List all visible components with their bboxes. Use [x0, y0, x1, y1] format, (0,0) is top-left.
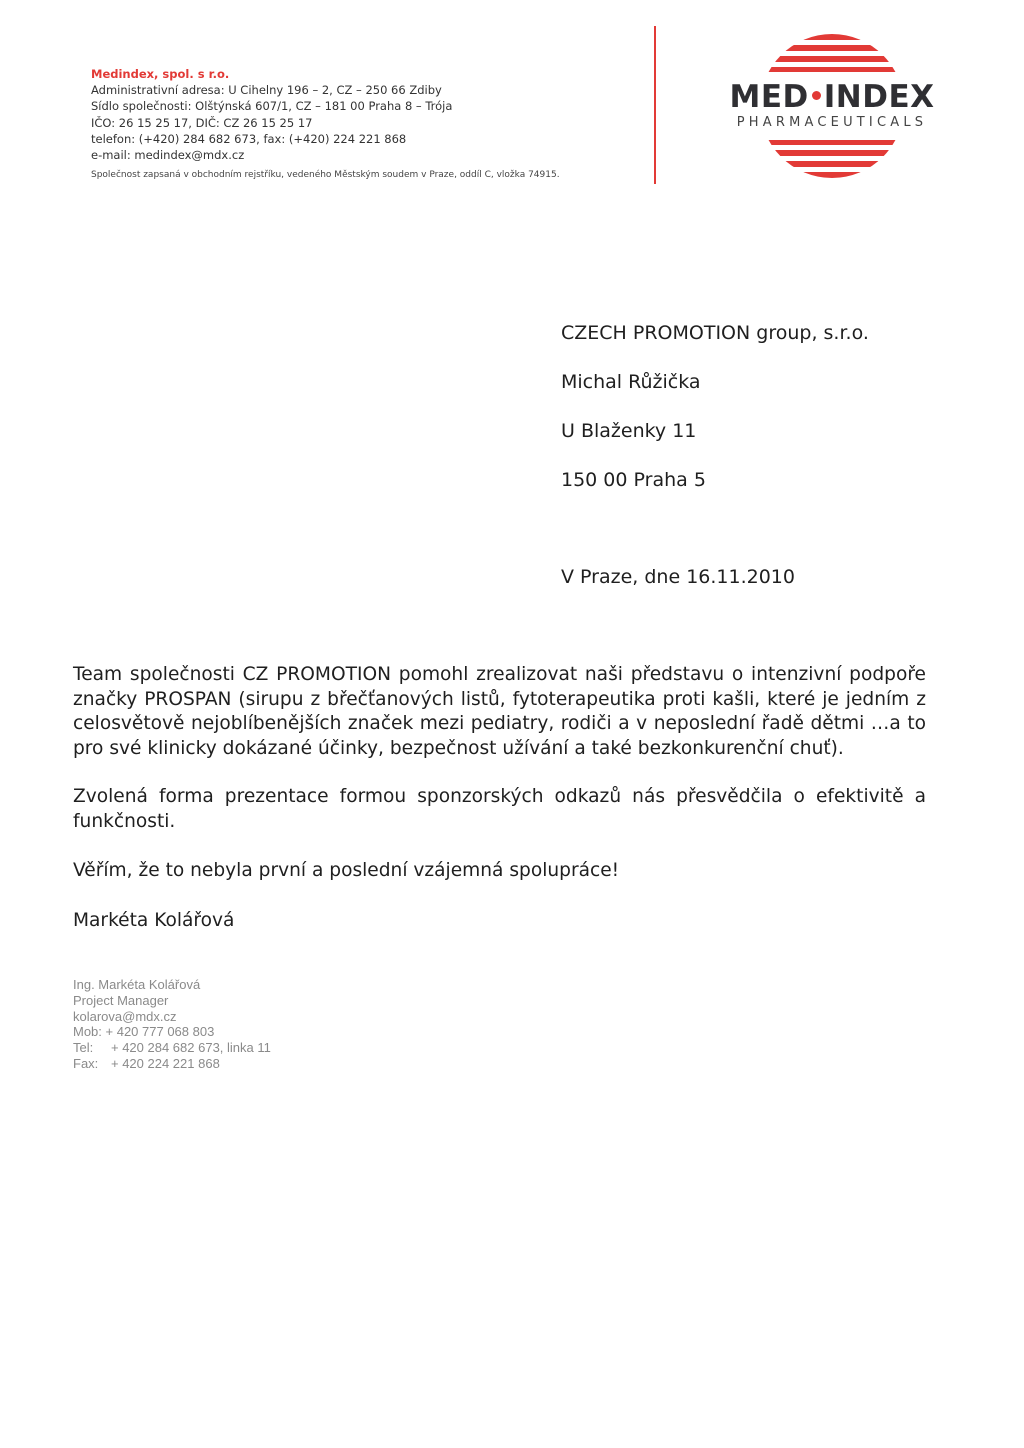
admin-address: Administrativní adresa: U Cihelny 196 – 2, CZ – 250 66 Zdiby — [91, 83, 442, 98]
tel-label: Tel: — [73, 1040, 94, 1056]
signature-title: Project Manager — [73, 992, 169, 1008]
signature-tel — [73, 1040, 271, 1056]
body-paragraph-1: Team společnosti CZ PROMOTION pomohl zrealizovat naši představu o intenzivní podpoře značky PROSPAN (sirupu z břečťanových listů, fytoterapeutika proti kašli, které je jedním z celosvětově nejoblíbenějších značek mezi pediatry, rodiči a v neposlední řadě dětmi …a to pro své klinicky dokázané účinky, bezpečnost užívání a také bezkonkurenční chuť). — [73, 664, 926, 759]
closing-name: Markéta Kolářová — [73, 910, 235, 931]
logo-wordmark — [712, 80, 952, 131]
signature-fax — [73, 1056, 271, 1072]
company-phone: telefon: (+420) 284 682 673, fax: (+420) 224 221 868 — [91, 131, 407, 146]
tel-value: + 420 284 682 673, linka 11 — [111, 1040, 271, 1056]
recipient-address — [561, 320, 869, 516]
recipient-person: Michal Růžička — [561, 371, 701, 393]
company-email: e-mail: medindex@mdx.cz — [91, 148, 245, 163]
header-divider — [654, 26, 656, 184]
body-paragraph-2: Zvolená forma prezentace formou sponzorských odkazů nás přesvědčila o efektivitě a funkčnosti. — [73, 786, 926, 832]
company-ids: IČO: 26 15 25 17, DIČ: CZ 26 15 25 17 — [91, 115, 313, 130]
logo-med: MED — [729, 79, 809, 115]
recipient-street: U Blaženky 11 — [561, 420, 697, 442]
signature-mobile: Mob: + 420 777 068 803 — [73, 1024, 215, 1040]
signature-name: Ing. Markéta Kolářová — [73, 977, 201, 992]
letter-body — [73, 663, 926, 907]
company-name: Medindex, spol. s r.o. — [91, 67, 230, 81]
recipient-company: CZECH PROMOTION group, s.r.o. — [561, 322, 869, 344]
letter-date: V Praze, dne 16.11.2010 — [561, 566, 795, 588]
registered-address: Sídlo společnosti: Olštýnská 607/1, CZ – 181 00 Praha 8 – Trója — [91, 99, 453, 114]
signature-block — [73, 977, 271, 1072]
logo-index: INDEX — [823, 79, 935, 115]
company-info — [91, 66, 611, 181]
medindex-logo — [712, 30, 952, 182]
fax-value: + 420 224 221 868 — [111, 1055, 220, 1071]
logo-subtitle: PHARMACEUTICALS — [736, 115, 928, 130]
logo-main-text — [712, 80, 952, 114]
registry-note: Společnost zapsaná v obchodním rejstříku, vedeného Městským soudem v Praze, oddíl C, vložka 74915. — [91, 170, 560, 181]
recipient-city: 150 00 Praha 5 — [561, 469, 706, 491]
body-paragraph-3: Věřím, že to nebyla první a poslední vzájemná spolupráce! — [73, 859, 620, 881]
signature-email: kolarova@mdx.cz — [73, 1008, 177, 1024]
logo-dot-icon — [812, 91, 821, 100]
fax-label: Fax: — [73, 1055, 99, 1071]
